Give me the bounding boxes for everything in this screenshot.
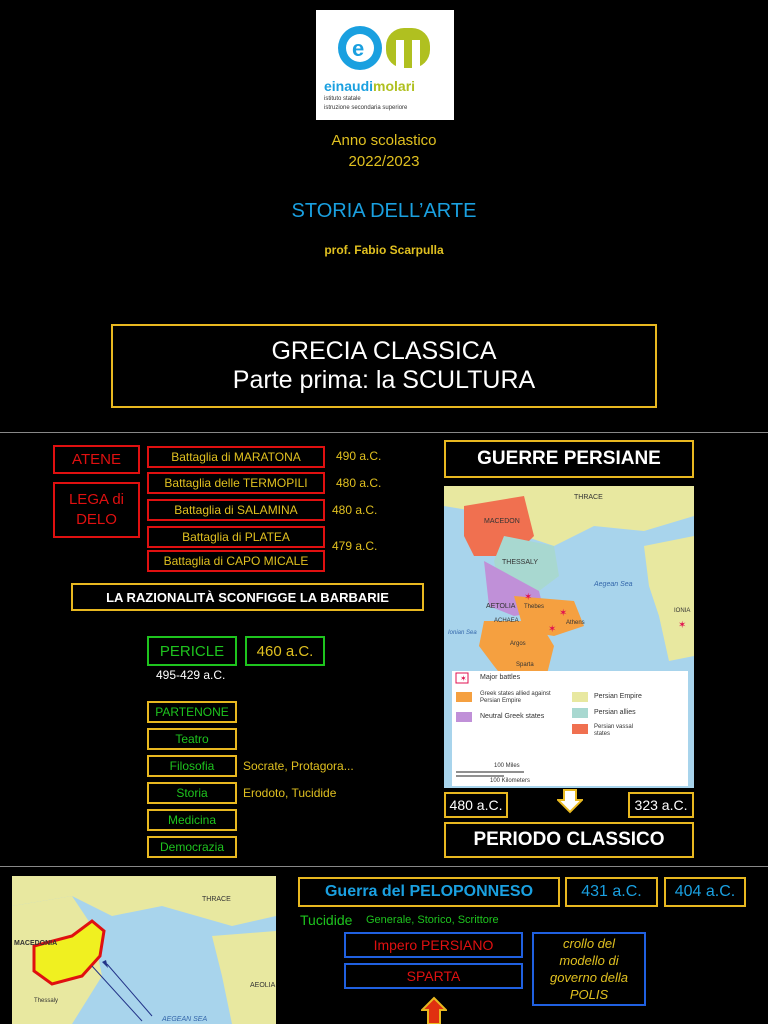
map-label-argos: Argos bbox=[510, 641, 526, 647]
battle-marker-icon: ✶ bbox=[524, 592, 533, 603]
motto-text: LA RAZIONALITÀ SCONFIGGE LA BARBARIE bbox=[106, 589, 389, 605]
pericle-box bbox=[147, 636, 237, 666]
legend-label-4: Persian allies bbox=[594, 709, 636, 716]
svg-text:e: e bbox=[352, 36, 365, 61]
wars-title-box bbox=[444, 440, 694, 478]
map-label-macedon: MACEDON bbox=[484, 518, 520, 525]
date-right-box bbox=[628, 792, 694, 818]
separator-1 bbox=[0, 432, 768, 433]
battle-name: Battaglia di CAPO MICALE bbox=[163, 554, 309, 568]
pericle-life: 495-429 a.C. bbox=[156, 668, 226, 682]
legend-label-0: Major battles bbox=[480, 674, 521, 681]
impero-box bbox=[344, 932, 523, 958]
date-left-box bbox=[444, 792, 508, 818]
motto-box bbox=[71, 583, 424, 611]
persian-wars-map bbox=[444, 486, 694, 788]
map-label-thrace: THRACE bbox=[202, 896, 231, 903]
map-label-sparta: Sparta bbox=[516, 662, 534, 668]
crollo-box bbox=[532, 932, 646, 1006]
battle-name: Battaglia di PLATEA bbox=[182, 530, 290, 544]
battle-box-1 bbox=[147, 472, 325, 494]
school-year: 2022/2023 bbox=[348, 153, 420, 170]
map-label-ionia: IONIA bbox=[674, 608, 691, 614]
lega-label: LEGA di DELO bbox=[68, 491, 125, 528]
battle-box-3 bbox=[147, 526, 325, 548]
map-label-macedonia: MACEDONIA bbox=[14, 940, 58, 947]
item-note-3: Erodoto, Tucidide bbox=[243, 786, 337, 800]
item-note-2: Socrate, Protagora... bbox=[243, 759, 354, 773]
item-label: Teatro bbox=[175, 732, 209, 746]
atene-label: ATENE bbox=[72, 451, 121, 468]
item-label: Democrazia bbox=[159, 840, 225, 854]
sparta-box bbox=[344, 963, 523, 989]
map-graphic bbox=[444, 486, 694, 788]
battle-marker-icon: ✶ bbox=[678, 620, 687, 631]
map-label-thrace: THRACE bbox=[574, 494, 603, 501]
map-label-athens: Athens bbox=[566, 620, 585, 626]
war-box bbox=[298, 877, 560, 907]
war-date2-box bbox=[664, 877, 746, 907]
logo-sub2: istruzione secondaria superiore bbox=[324, 105, 408, 111]
item-box-1 bbox=[147, 728, 237, 750]
map-label-ionian: Ionian Sea bbox=[448, 630, 477, 636]
battle-box-2 bbox=[147, 499, 325, 521]
impero-label: Impero PERSIANO bbox=[373, 937, 494, 953]
title-line2: Parte prima: la SCULTURA bbox=[232, 366, 536, 394]
map-label-thessaly: Thessaly bbox=[34, 998, 59, 1004]
battle-name: Battaglia di MARATONA bbox=[171, 450, 301, 464]
battle-box-0 bbox=[147, 446, 325, 468]
map-label-aegean: AEGEAN SEA bbox=[162, 1016, 208, 1023]
item-box-0 bbox=[147, 701, 237, 723]
battle-marker-icon: ✶ bbox=[548, 624, 557, 635]
period-label: PERIODO CLASSICO bbox=[473, 829, 665, 850]
teacher-name: prof. Fabio Scarpulla bbox=[324, 243, 444, 257]
title-line1: GRECIA CLASSICA bbox=[271, 337, 497, 365]
tucidide-note: Generale, Storico, Scrittore bbox=[366, 914, 499, 926]
wars-title: GUERRE PERSIANE bbox=[477, 448, 661, 469]
pericle-date: 460 a.C. bbox=[256, 642, 314, 660]
map-label-aegean: Aegean Sea bbox=[594, 581, 633, 588]
battle-name: Battaglia delle TERMOPILI bbox=[164, 476, 308, 490]
peloponnese-map bbox=[12, 876, 276, 1024]
period-box bbox=[444, 822, 694, 858]
item-box-2 bbox=[147, 755, 237, 777]
battle-date-1: 480 a.C. bbox=[336, 476, 382, 490]
battle-date-2: 480 a.C. bbox=[332, 503, 378, 517]
map-label-thebes: Thebes bbox=[524, 604, 545, 610]
scale-km: 100 Kilometers bbox=[490, 778, 531, 784]
arrow-down-icon bbox=[557, 788, 583, 819]
scale-miles: 100 Miles bbox=[494, 763, 520, 769]
arrow-up-icon bbox=[421, 996, 447, 1024]
subject-title: STORIA DELL’ARTE bbox=[291, 200, 477, 222]
logo-text-a: einaudi bbox=[324, 78, 374, 94]
war-date1: 431 a.C. bbox=[581, 883, 642, 900]
logo-text-b: molari bbox=[373, 78, 416, 94]
item-box-3 bbox=[147, 782, 237, 804]
legend-label-5: Persian vassal states bbox=[594, 724, 634, 737]
pericle-label: PERICLE bbox=[159, 642, 225, 660]
item-label: PARTENONE bbox=[155, 705, 229, 719]
date-right: 323 a.C. bbox=[634, 797, 688, 813]
map-label-thessaly: THESSALY bbox=[502, 559, 539, 566]
battle-marker-icon: ✶ bbox=[559, 608, 568, 619]
school-year-label: Anno scolastico bbox=[331, 132, 437, 149]
item-label: Storia bbox=[176, 786, 208, 800]
battle-box-4 bbox=[147, 550, 325, 572]
crollo-text: crollo del modello di governo della POLIS bbox=[549, 936, 629, 1002]
legend-label-2: Neutral Greek states bbox=[480, 713, 545, 720]
item-box-5 bbox=[147, 836, 237, 858]
atene-box bbox=[53, 445, 140, 474]
pericle-date-box bbox=[245, 636, 325, 666]
war-label: Guerra del PELOPONNESO bbox=[324, 883, 534, 900]
war-date2: 404 a.C. bbox=[674, 883, 736, 900]
legend-label-3: Persian Empire bbox=[594, 693, 642, 700]
date-left: 480 a.C. bbox=[449, 797, 503, 813]
battle-date-3: 479 a.C. bbox=[332, 539, 378, 553]
separator-2 bbox=[0, 866, 768, 867]
map-label-aeolia: AEOLIA bbox=[250, 982, 276, 989]
tucidide-label: Tucidide bbox=[300, 912, 353, 928]
item-box-4 bbox=[147, 809, 237, 831]
legend-label-1: Greek states allied against Persian Empire bbox=[480, 691, 551, 704]
item-label: Medicina bbox=[167, 813, 217, 827]
school-logo bbox=[316, 10, 454, 120]
svg-text:✶: ✶ bbox=[460, 674, 467, 683]
map-label-achaea: ACHAEA bbox=[494, 618, 519, 624]
sparta-label: SPARTA bbox=[406, 968, 461, 984]
title-box bbox=[111, 324, 657, 408]
lega-box bbox=[53, 482, 140, 538]
battle-name: Battaglia di SALAMINA bbox=[174, 503, 298, 517]
war-date1-box bbox=[565, 877, 658, 907]
map-label-aetolia: AETOLIA bbox=[486, 603, 516, 610]
battle-date-0: 490 a.C. bbox=[336, 449, 382, 463]
logo-sub1: istituto statale bbox=[324, 96, 361, 102]
item-label: Filosofia bbox=[169, 759, 215, 773]
